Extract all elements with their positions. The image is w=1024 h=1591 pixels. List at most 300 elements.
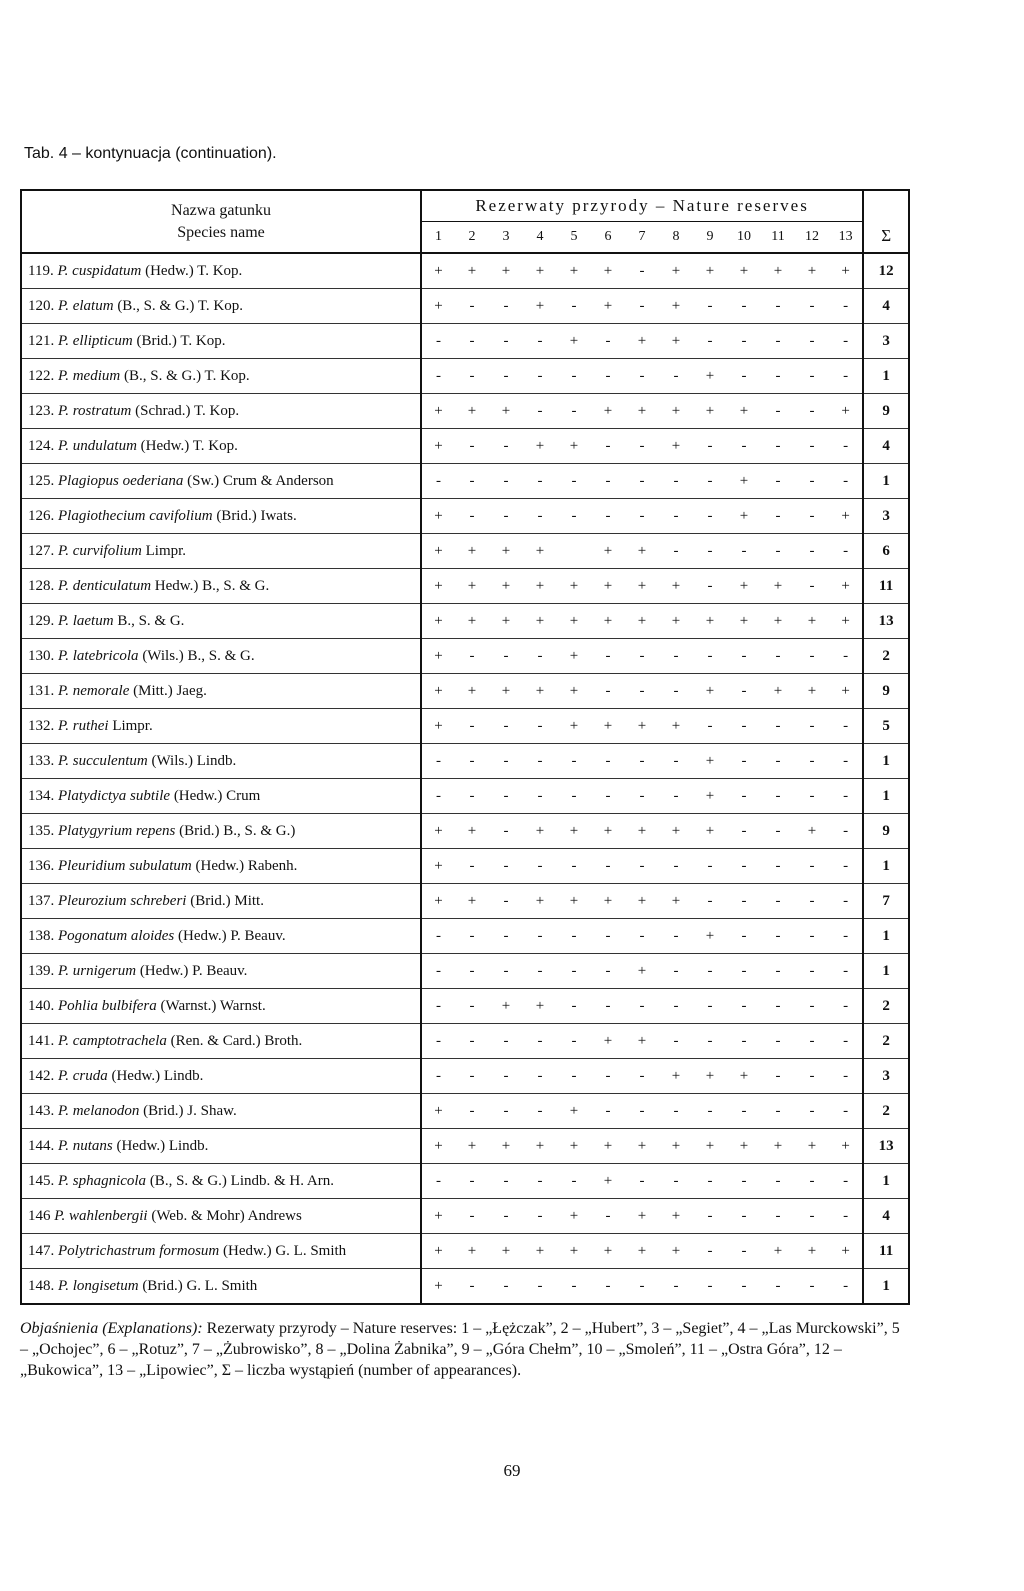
presence-mark: + (591, 814, 625, 849)
table-row (21, 253, 909, 289)
presence-mark: + (455, 394, 489, 429)
appearance-count: 2 (863, 639, 909, 674)
presence-mark: - (489, 814, 523, 849)
presence-mark (557, 534, 591, 569)
presence-mark: - (829, 814, 863, 849)
table-row (21, 1234, 909, 1269)
presence-mark: - (489, 1164, 523, 1199)
table-row (21, 639, 909, 674)
presence-mark: - (795, 884, 829, 919)
presence-mark: - (523, 1164, 557, 1199)
species-author: (Brid.) B., S. & G.) (175, 822, 296, 839)
appearance-count: 1 (863, 919, 909, 954)
species-number: 148. (28, 1277, 55, 1294)
presence-mark: - (795, 324, 829, 359)
presence-mark: + (421, 709, 455, 744)
species-name-cell (21, 1164, 421, 1199)
presence-mark: + (625, 569, 659, 604)
presence-mark: - (489, 464, 523, 499)
presence-mark: - (557, 1164, 591, 1199)
presence-mark: + (693, 359, 727, 394)
presence-mark: - (557, 954, 591, 989)
presence-mark: + (557, 814, 591, 849)
species-name-cell (21, 569, 421, 604)
presence-mark: - (727, 324, 761, 359)
presence-mark: - (727, 814, 761, 849)
presence-mark: + (523, 674, 557, 709)
species-author: (B., S. & G.) T. Kop. (120, 367, 250, 384)
presence-mark: - (489, 849, 523, 884)
presence-mark: + (659, 1059, 693, 1094)
table-row (21, 919, 909, 954)
appearance-count: 2 (863, 1094, 909, 1129)
species-name-cell (21, 989, 421, 1024)
presence-mark: + (591, 253, 625, 289)
presence-mark: - (523, 849, 557, 884)
presence-mark: - (795, 989, 829, 1024)
presence-mark: - (523, 464, 557, 499)
presence-mark: - (557, 779, 591, 814)
presence-mark: - (727, 674, 761, 709)
presence-mark: - (455, 499, 489, 534)
reserve-number-header: 5 (557, 222, 591, 254)
presence-mark: - (591, 919, 625, 954)
presence-mark: - (795, 1269, 829, 1305)
species-number: 123. (28, 402, 55, 419)
presence-mark: - (489, 499, 523, 534)
species-number: 127. (28, 542, 55, 559)
presence-mark: - (693, 954, 727, 989)
explanations-text: Rezerwaty przyrody – Nature reserves: 1 – „Łężczak”, 2 – „Hubert”, 3 – „Segiet”, 4 – „Las Murckowski”, 5 – „Ochojec”, 6 – „Rotuz”, 7 – „Żubrowisko”, 8 – „Dolina Żabnika”, 9 – „Góra Chełm”, 10 – „Smoleń”, 11 – „Ostra Góra”, 12 – „Bukowica”, 13 – „Lipowiec”, Σ – liczba wystąpień (number of appearances). (20, 1320, 900, 1379)
presence-mark: - (693, 989, 727, 1024)
species-latin-name: P. latebricola (58, 647, 139, 664)
presence-mark: + (693, 394, 727, 429)
presence-mark: - (829, 744, 863, 779)
presence-mark: + (421, 1269, 455, 1305)
presence-mark: - (455, 464, 489, 499)
presence-mark: + (557, 1234, 591, 1269)
species-latin-name: P. cruda (58, 1067, 108, 1084)
species-author: Limpr. (108, 717, 153, 734)
presence-mark: - (421, 954, 455, 989)
species-author: (Hedw.) Crum (170, 787, 261, 804)
presence-mark: + (625, 1199, 659, 1234)
table-row (21, 954, 909, 989)
presence-mark: - (795, 1199, 829, 1234)
presence-mark: - (795, 1094, 829, 1129)
presence-mark: - (727, 289, 761, 324)
species-name-cell (21, 779, 421, 814)
presence-mark: - (829, 1024, 863, 1059)
presence-mark: - (761, 1094, 795, 1129)
appearance-count: 1 (863, 849, 909, 884)
presence-mark: + (829, 394, 863, 429)
presence-mark: - (693, 1269, 727, 1305)
species-name-cell (21, 884, 421, 919)
appearance-count: 3 (863, 324, 909, 359)
presence-mark: - (489, 779, 523, 814)
presence-mark: - (489, 919, 523, 954)
presence-mark: - (591, 849, 625, 884)
presence-mark: - (795, 429, 829, 464)
presence-mark: + (659, 884, 693, 919)
species-author: (B., S. & G.) T. Kop. (113, 297, 244, 314)
presence-mark: - (523, 394, 557, 429)
species-name-cell (21, 324, 421, 359)
presence-mark: + (727, 464, 761, 499)
presence-mark: - (693, 289, 727, 324)
presence-mark: + (421, 289, 455, 324)
presence-mark: - (761, 499, 795, 534)
table-row (21, 744, 909, 779)
presence-mark: + (591, 569, 625, 604)
presence-mark: + (693, 814, 727, 849)
presence-mark: - (557, 394, 591, 429)
presence-mark: + (829, 674, 863, 709)
presence-mark: - (455, 849, 489, 884)
species-number: 129. (28, 612, 55, 629)
presence-mark: - (829, 919, 863, 954)
presence-mark: + (421, 639, 455, 674)
presence-mark: + (727, 499, 761, 534)
presence-mark: + (455, 1129, 489, 1164)
presence-mark: + (523, 814, 557, 849)
presence-mark: - (761, 394, 795, 429)
table-row (21, 709, 909, 744)
reserve-number-header: 3 (489, 222, 523, 254)
presence-mark: + (591, 534, 625, 569)
species-author: (Wils.) B., S. & G. (138, 647, 255, 664)
species-latin-name: Pleurozium schreberi (58, 892, 187, 909)
species-author: (Wils.) Lindb. (147, 752, 237, 769)
presence-mark: - (727, 429, 761, 464)
presence-mark: - (727, 744, 761, 779)
presence-mark: - (557, 919, 591, 954)
appearance-count: 4 (863, 1199, 909, 1234)
presence-mark: - (727, 359, 761, 394)
appearance-count: 1 (863, 359, 909, 394)
species-author: (Hedw.) T. Kop. (141, 262, 243, 279)
species-number: 131. (28, 682, 55, 699)
reserve-number-header: 8 (659, 222, 693, 254)
presence-mark: - (489, 1269, 523, 1305)
presence-mark: - (659, 849, 693, 884)
presence-mark: - (659, 359, 693, 394)
presence-mark: + (795, 674, 829, 709)
presence-mark: - (489, 324, 523, 359)
presence-mark: - (659, 534, 693, 569)
presence-mark: - (523, 709, 557, 744)
species-author: (Sw.) Crum & Anderson (183, 472, 334, 489)
presence-mark: - (693, 464, 727, 499)
species-author: (Hedw.) Lindb. (112, 1137, 209, 1154)
presence-mark: - (761, 884, 795, 919)
species-number: 147. (28, 1242, 55, 1259)
presence-mark: + (693, 919, 727, 954)
species-latin-name: P. ellipticum (58, 332, 133, 349)
presence-mark: - (489, 429, 523, 464)
appearance-count: 4 (863, 429, 909, 464)
presence-mark: + (421, 884, 455, 919)
presence-mark: - (455, 779, 489, 814)
presence-mark: + (693, 1059, 727, 1094)
presence-mark: + (421, 534, 455, 569)
presence-mark: - (455, 324, 489, 359)
species-name-cell (21, 1199, 421, 1234)
presence-mark: - (455, 989, 489, 1024)
presence-mark: + (523, 884, 557, 919)
presence-mark: - (693, 884, 727, 919)
presence-mark: - (795, 499, 829, 534)
presence-mark: + (557, 1129, 591, 1164)
presence-mark: - (659, 744, 693, 779)
species-author: (Brid.) Mitt. (186, 892, 264, 909)
species-number: 135. (28, 822, 55, 839)
presence-mark: - (829, 1269, 863, 1305)
presence-mark: + (591, 289, 625, 324)
species-number: 134. (28, 787, 55, 804)
presence-mark: + (421, 1129, 455, 1164)
species-number: 138. (28, 927, 55, 944)
presence-mark: + (455, 814, 489, 849)
presence-mark: + (421, 569, 455, 604)
appearance-count: 2 (863, 989, 909, 1024)
species-name-cell (21, 359, 421, 394)
species-name-header (21, 190, 421, 253)
presence-mark: - (727, 1164, 761, 1199)
species-latin-name: P. camptotrachela (58, 1032, 167, 1049)
table-row (21, 1164, 909, 1199)
presence-mark: - (761, 989, 795, 1024)
presence-mark: - (523, 919, 557, 954)
presence-mark: + (693, 674, 727, 709)
presence-mark: + (523, 289, 557, 324)
table-row (21, 394, 909, 429)
table-caption: Tab. 4 – kontynuacja (continuation). (24, 145, 277, 162)
species-name-cell (21, 253, 421, 289)
species-latin-name: P. urnigerum (58, 962, 137, 979)
presence-mark: + (421, 429, 455, 464)
reserve-number-header: 9 (693, 222, 727, 254)
presence-mark: + (421, 604, 455, 639)
species-name-cell (21, 1059, 421, 1094)
appearance-count: 9 (863, 394, 909, 429)
presence-mark: - (557, 989, 591, 1024)
species-name-cell (21, 674, 421, 709)
presence-mark: + (523, 1129, 557, 1164)
presence-mark: - (591, 324, 625, 359)
table-row (21, 814, 909, 849)
species-number: 144. (28, 1137, 55, 1154)
presence-mark: - (489, 1199, 523, 1234)
presence-mark: + (489, 1129, 523, 1164)
explanations-note (20, 1318, 910, 1381)
presence-mark: - (761, 534, 795, 569)
presence-mark: - (455, 1024, 489, 1059)
species-number: 142. (28, 1067, 55, 1084)
species-name-cell (21, 954, 421, 989)
presence-mark: - (795, 919, 829, 954)
species-number: 139. (28, 962, 55, 979)
appearance-count: 1 (863, 744, 909, 779)
presence-mark: + (421, 674, 455, 709)
species-number: 125. (28, 472, 55, 489)
presence-mark: - (591, 674, 625, 709)
species-author: (Brid.) J. Shaw. (139, 1102, 237, 1119)
presence-mark: - (625, 1059, 659, 1094)
species-name-header-en: Species name (177, 223, 265, 241)
species-name-cell (21, 1234, 421, 1269)
presence-mark: - (829, 1164, 863, 1199)
presence-mark: + (523, 534, 557, 569)
presence-mark: + (591, 1234, 625, 1269)
species-name-cell (21, 1024, 421, 1059)
presence-mark: + (591, 884, 625, 919)
species-latin-name: Pleuridium subulatum (58, 857, 192, 874)
presence-mark: + (727, 569, 761, 604)
presence-mark: + (795, 253, 829, 289)
presence-mark: - (557, 1024, 591, 1059)
presence-mark: + (421, 253, 455, 289)
appearance-count: 3 (863, 1059, 909, 1094)
presence-mark: - (557, 289, 591, 324)
presence-mark: - (829, 464, 863, 499)
species-number: 126. (28, 507, 55, 524)
presence-mark: + (693, 779, 727, 814)
presence-mark: + (625, 709, 659, 744)
presence-mark: - (727, 919, 761, 954)
presence-mark: + (523, 604, 557, 639)
presence-mark: - (455, 359, 489, 394)
species-number: 132. (28, 717, 55, 734)
species-name-header-pl: Nazwa gatunku (171, 201, 271, 219)
species-author: Hedw.) B., S. & G. (151, 577, 270, 594)
presence-mark: - (795, 779, 829, 814)
presence-mark: - (557, 744, 591, 779)
presence-mark: + (761, 253, 795, 289)
presence-mark: + (591, 709, 625, 744)
appearance-count: 2 (863, 1024, 909, 1059)
species-name-cell (21, 1269, 421, 1305)
presence-mark: + (829, 253, 863, 289)
presence-mark: + (625, 324, 659, 359)
presence-mark: - (659, 1164, 693, 1199)
presence-mark: - (421, 464, 455, 499)
species-name-cell (21, 1094, 421, 1129)
presence-mark: - (659, 954, 693, 989)
presence-mark: - (625, 289, 659, 324)
presence-mark: + (557, 884, 591, 919)
species-latin-name: P. sphagnicola (58, 1172, 147, 1189)
presence-mark: + (591, 604, 625, 639)
species-latin-name: Platydictya subtile (58, 787, 171, 804)
presence-mark: - (659, 499, 693, 534)
species-latin-name: P. laetum (58, 612, 114, 629)
presence-mark: + (455, 884, 489, 919)
presence-mark: - (693, 569, 727, 604)
species-author: (Brid.) Iwats. (212, 507, 297, 524)
presence-mark: - (693, 849, 727, 884)
presence-mark: + (727, 253, 761, 289)
presence-mark: + (557, 1199, 591, 1234)
presence-mark: - (421, 779, 455, 814)
presence-mark: - (421, 919, 455, 954)
presence-mark: - (829, 1199, 863, 1234)
species-number: 130. (28, 647, 55, 664)
page-number: 69 (503, 1461, 521, 1480)
presence-mark: - (523, 639, 557, 674)
presence-mark: - (761, 814, 795, 849)
presence-mark: + (795, 1234, 829, 1269)
species-latin-name: P. elatum (58, 297, 114, 314)
species-number: 143. (28, 1102, 55, 1119)
presence-mark: + (489, 989, 523, 1024)
species-author: (Ren. & Card.) Broth. (166, 1032, 303, 1049)
presence-mark: - (489, 1024, 523, 1059)
presence-mark: + (659, 604, 693, 639)
presence-mark: - (829, 324, 863, 359)
presence-mark: - (727, 709, 761, 744)
table-row (21, 884, 909, 919)
presence-mark: - (693, 1164, 727, 1199)
presence-mark: - (761, 1269, 795, 1305)
presence-mark: - (761, 1164, 795, 1199)
presence-mark: - (829, 639, 863, 674)
species-author: (Hedw.) Lindb. (107, 1067, 204, 1084)
table-row (21, 1094, 909, 1129)
species-latin-name: P. melanodon (58, 1102, 140, 1119)
species-latin-name: P. medium (58, 367, 121, 384)
presence-mark: - (761, 709, 795, 744)
appearance-count: 1 (863, 464, 909, 499)
presence-mark: - (761, 359, 795, 394)
presence-mark: + (523, 569, 557, 604)
species-latin-name: P. nutans (58, 1137, 113, 1154)
presence-mark: + (659, 1129, 693, 1164)
presence-mark: + (829, 499, 863, 534)
species-number: 133. (28, 752, 55, 769)
presence-mark: + (523, 429, 557, 464)
presence-mark: - (829, 1059, 863, 1094)
presence-mark: - (591, 1059, 625, 1094)
presence-mark: - (421, 744, 455, 779)
species-number: 119. (28, 262, 54, 279)
presence-mark: - (829, 989, 863, 1024)
species-name-cell (21, 919, 421, 954)
presence-mark: - (625, 639, 659, 674)
presence-mark: - (455, 1059, 489, 1094)
presence-mark: - (761, 639, 795, 674)
presence-mark: - (727, 1024, 761, 1059)
presence-mark: + (829, 1129, 863, 1164)
species-latin-name: Plagiopus oederiana (58, 472, 184, 489)
presence-mark: - (693, 534, 727, 569)
presence-mark: + (659, 1234, 693, 1269)
presence-mark: + (557, 324, 591, 359)
presence-mark: - (591, 954, 625, 989)
presence-mark: - (659, 639, 693, 674)
table-row (21, 604, 909, 639)
reserve-number-header: 7 (625, 222, 659, 254)
species-author: (Hedw.) P. Beauv. (136, 962, 248, 979)
presence-mark: - (659, 1024, 693, 1059)
presence-mark: - (693, 709, 727, 744)
presence-mark: + (795, 1129, 829, 1164)
presence-mark: + (489, 569, 523, 604)
presence-mark: - (591, 639, 625, 674)
presence-mark: + (761, 569, 795, 604)
presence-mark: - (591, 464, 625, 499)
